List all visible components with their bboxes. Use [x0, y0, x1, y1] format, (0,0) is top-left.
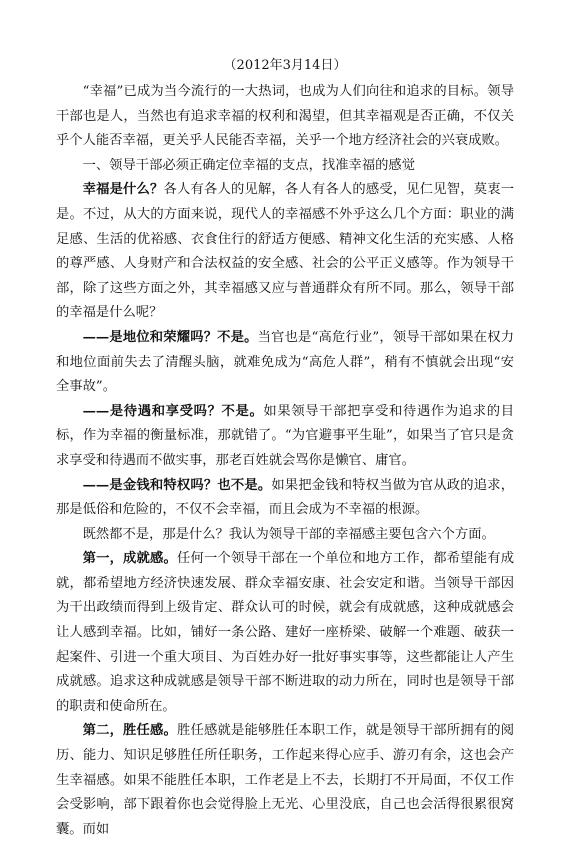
- paragraph-six-aspects: [56, 523, 514, 548]
- paragraph-text: 当官也是“高危行业”，领导干部如果在权力和地位面前失去了清醒头脑，就难免成为“高危人群”，稍有不慎就会出现“安全事故”。: [56, 329, 514, 395]
- paragraph-text: “幸福”已成为当今流行的一大热词，也成为人们向往和追求的目标。领导干部也是人，当然也有追求幸福的权利和渴望，但其幸福观是否正确，不仅关乎个人能否幸福，更关乎人民能否幸福，关乎一个地方经济社会的兴衰成败。: [56, 84, 514, 149]
- paragraph-lead: 第一，成就感。: [82, 551, 178, 567]
- paragraph-status-honor: [56, 326, 514, 400]
- paragraph-competence: [56, 719, 514, 842]
- paragraph-achievement: [56, 547, 514, 719]
- document-date: （2012年3月14日）: [223, 58, 347, 73]
- paragraph-money-privilege: [56, 474, 514, 523]
- paragraph-text: 胜任感就是能够胜任本职工作，就是领导干部所拥有的阅历、能力、知识足够胜任所任职务，工作起来得心应手、游刃有余，这也会产生幸福感。如果不能胜任本职，工作老是上不去，长期打不开局面，不仅工作会受影响，部下跟着你也会觉得脸上无光、心里没底，自己也会活得很累很窝囊。而如: [56, 723, 515, 837]
- paragraph-text: 如果领导干部把享受和待遇作为追求的目标，作为幸福的衡量标准，那就错了。“为官避事平生耻”，如果当了官只是贪求享受和待遇而不做实事，那老百姓就会骂你是懒官、庸官。: [56, 403, 515, 468]
- paragraph-text: 各人有各人的见解，各人有各人的感受，见仁见智，莫衷一是。不过，从大的方面来说，现代人的幸福感不外乎这么几个方面：职业的满足感、生活的优裕感、衣食住行的舒适方便感、精神文化生活的充实感、人格的尊严感、人身财产和合法权益的安全感、社会的公平正义感等。作为领导干部，除了这些方面之外，其幸福感又应与普通群众有所不同。那么，领导干部的幸福是什么呢？: [56, 182, 515, 321]
- paragraph-lead: ——是地位和荣耀吗？不是。: [82, 329, 258, 345]
- paragraph-text: 如果把金钱和特权当做为官从政的追求，那是低俗和危险的，不仅不会幸福，而且会成为不幸福的根源。: [56, 477, 515, 518]
- paragraph-lead: 第二，胜任感。: [82, 723, 178, 739]
- paragraph-text: 既然都不是，那是什么？我认为领导干部的幸福感主要包含六个方面。: [82, 526, 495, 542]
- document-page: [56, 54, 514, 842]
- section-heading-text: 一、领导干部必须正确定位幸福的支点，找准幸福的感觉: [82, 157, 416, 173]
- paragraph-text: 任何一个领导干部在一个单位和地方工作，都希望能有成就，都希望地方经济快速发展、群众幸福安康、社会安定和谐。当领导干部因为干出政绩而得到上级肯定、群众认可的时候，就会有成就感，这种成就感会让人感到幸福。比如，铺好一条公路、建好一座桥梁、破解一个难题、破获一起案件、引进一个重大项目、为百姓办好一批好事实事等，这些都能让人产生成就感。追求这种成就感是领导干部不断进取的动力所在，同时也是领导干部的职责和使命所在。: [56, 551, 515, 714]
- paragraph-intro: [56, 80, 514, 154]
- paragraph-lead: ——是金钱和特权吗？也不是。: [82, 477, 272, 493]
- paragraph-lead: 幸福是什么？: [82, 182, 164, 198]
- paragraph-what-is-happiness: [56, 178, 514, 326]
- paragraph-lead: ——是待遇和享受吗？不是。: [82, 403, 264, 419]
- paragraph-treatment-enjoyment: [56, 400, 514, 474]
- section-heading: [56, 154, 514, 179]
